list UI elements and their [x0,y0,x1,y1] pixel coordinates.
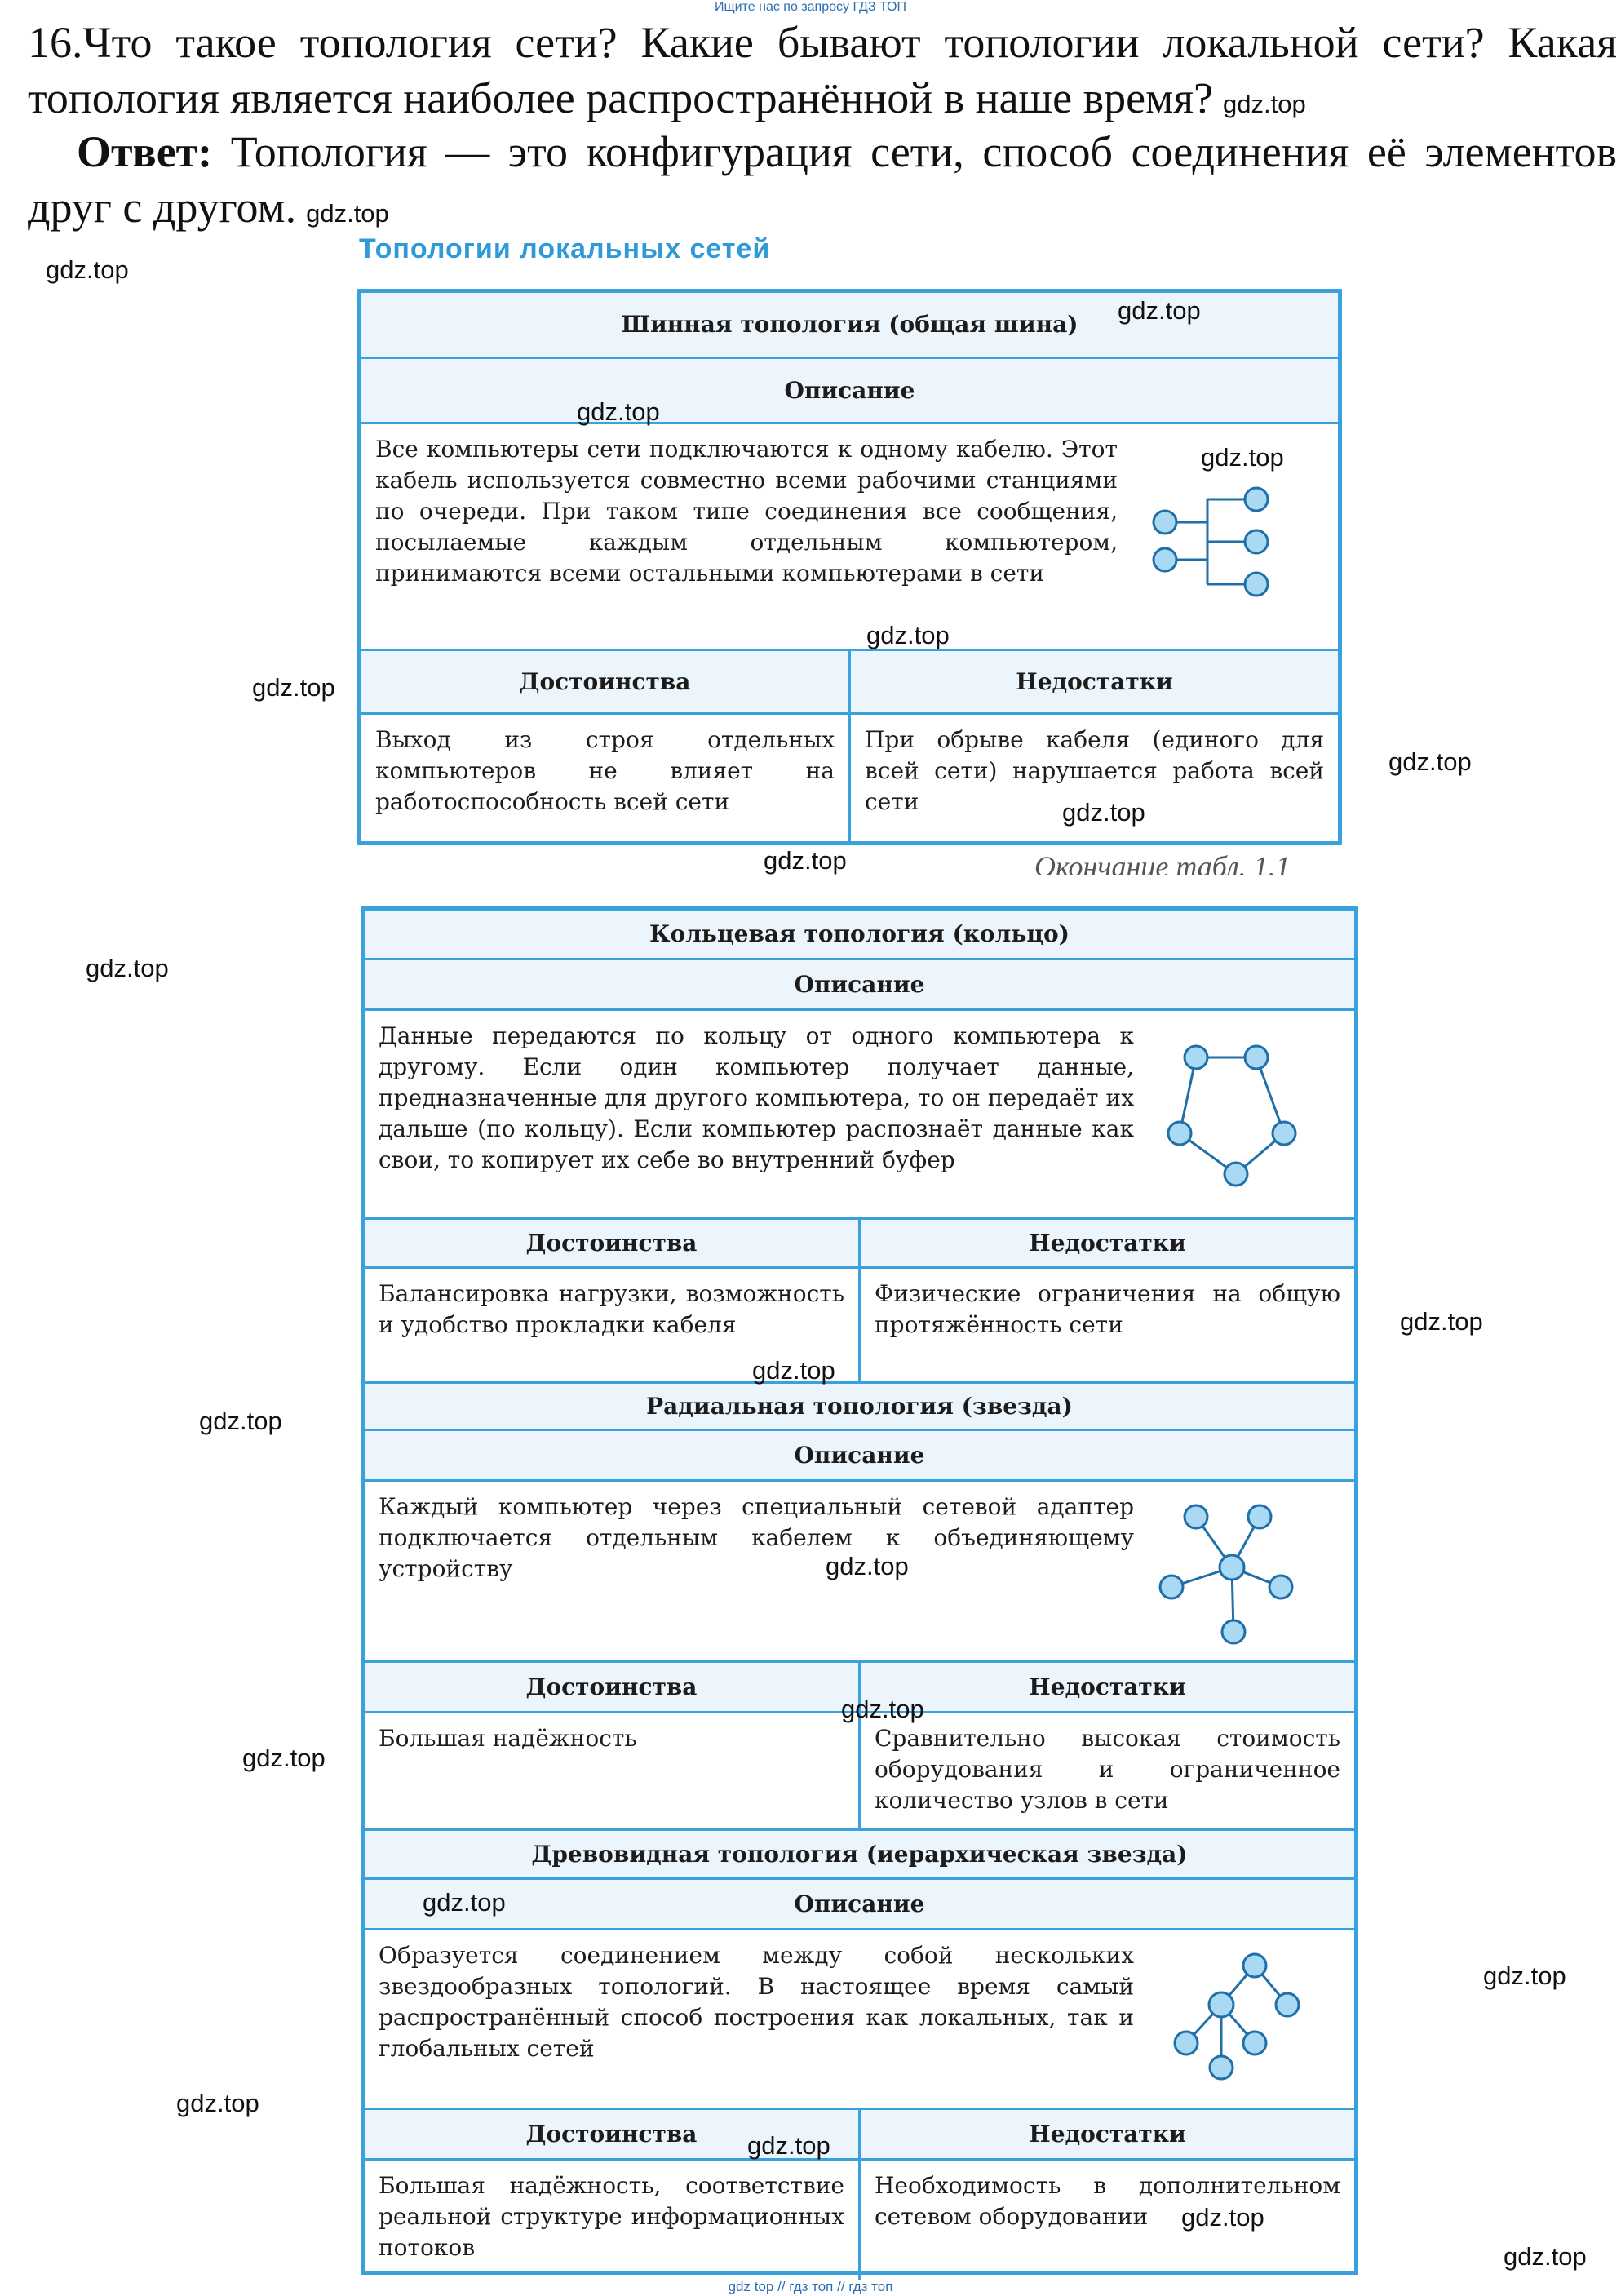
ring-diagram [1150,1011,1354,1217]
watermark: gdz.top [1118,296,1201,325]
star-description-header: Описание [365,1429,1354,1479]
bus-description: Все компьютеры сети подключаются к одному кабелю. Этот кабель используется совместно всеми рабочими станциями по очереди. При таком типе соединения все сообщения, посылаемые каждым отдельным компьютером, принимаются всеми остальными компьютерами в сети [375,436,1118,587]
star-pros-cons [365,1711,1354,1828]
ring-advantages-header: Достоинства [525,1229,698,1257]
bus-pros-cons [361,712,1338,841]
bus-advantages-header: Достоинства [519,667,691,695]
watermark: gdz.top [46,255,129,284]
watermark: gdz.top [1388,747,1472,776]
watermark: gdz.top [764,846,847,875]
bus-description-header: Описание [361,357,1338,422]
watermark: gdz.top [176,2089,259,2117]
watermark: gdz.top [841,1695,924,1723]
watermark: gdz.top [1400,1307,1483,1336]
watermark: gdz.top [1483,1961,1566,1990]
star-advantages-header: Достоинства [525,1673,698,1700]
watermark: gdz.top [577,397,660,426]
topologies-table-continued [361,906,1358,2275]
star-diagram [1150,1482,1354,1660]
watermark: gdz.top [306,199,389,228]
watermark: gdz.top [1181,2203,1264,2232]
star-disadvantages-header: Недостатки [858,1663,1354,1711]
tree-disadvantages: Необходимость в дополнительном сетевом оборудовании [858,2161,1354,2280]
bus-description-row [361,422,1338,649]
ring-pros-cons [365,1266,1354,1381]
star-description: Каждый компьютер через специальный сетевой адаптер подключается отдельным кабелем к объединяющему устройству [379,1493,1134,1582]
watermark: gdz.top [752,1356,835,1385]
tree-description-header: Описание [365,1877,1354,1928]
tree-advantages: Большая надёжность, соответствие реальной структуре информационных потоков [379,2172,844,2261]
ring-disadvantages-header: Недостатки [858,1220,1354,1266]
tree-topology-diagram [1150,1930,1354,2110]
tree-description-row [365,1928,1354,2108]
ring-description-header: Описание [365,958,1354,1008]
watermark: gdz.top [747,2131,830,2160]
bus-disadvantages: При обрыве кабеля (единого для всей сети) нарушается работа всей сети [848,715,1338,841]
watermark: gdz.top [252,673,335,702]
question-number: 16. [28,18,83,67]
watermark: gdz.top [86,954,169,982]
watermark: gdz.top [242,1744,326,1772]
watermark: gdz.top [1504,2242,1587,2271]
watermark: gdz.top [199,1407,282,1435]
answer-text: Топология — это конфигурация сети, способ соединения её элементов друг с другом. [28,127,1618,232]
tree-diagram [1150,1930,1354,2108]
watermark: gdz.top [866,621,950,649]
ring-description-row [365,1008,1354,1217]
question [28,15,1617,132]
watermark: gdz.top [1201,443,1284,472]
section-heading: Топологии локальных сетей [359,233,771,264]
watermark: gdz.top [423,1888,506,1917]
ring-title: Кольцевая топология (кольцо) [365,911,1354,958]
ring-description: Данные передаются по кольцу от одного компьютера к другому. Если один компьютер получает данные, предназначенные для другого компьютера, то он передаёт их дальше (по кольцу). Если компьютер распознаёт данные как свои, то копирует их себе во внутренний буфер [379,1022,1134,1173]
tree-disadvantages-header: Недостатки [858,2110,1354,2158]
star-disadvantages: Сравнительно высокая стоимость оборудования и ограниченное количество узлов в сети [858,1713,1354,1828]
ring-pros-cons-header [365,1217,1354,1266]
watermark: gdz.top [1223,90,1306,118]
bus-disadvantages-header: Недостатки [848,651,1338,712]
watermark: gdz.top [826,1552,909,1580]
answer-lead: Ответ: [77,127,213,176]
ring-disadvantages: Физические ограничения на общую протяжённость сети [858,1269,1354,1381]
star-title: Радиальная топология (звезда) [365,1381,1354,1429]
tree-advantages-header: Достоинства [525,2120,698,2148]
bus-title: Шинная топология (общая шина) [361,293,1338,357]
tree-pros-cons-header [365,2108,1354,2158]
answer [28,124,1617,242]
bus-topology-table [357,289,1342,845]
star-topology-diagram [1150,1482,1354,1663]
footer-hint: gdz top // гдз топ // гдз топ [728,2279,893,2294]
tree-title: Древовидная топология (иерархическая звезда) [365,1828,1354,1877]
search-hint: Ищите нас по запросу ГДЗ ТОП [715,0,906,14]
bus-advantages: Выход из строя отдельных компьютеров не влияет на работоспособность всей сети [375,726,835,815]
watermark: gdz.top [1062,798,1145,827]
star-advantages: Большая надёжность [379,1725,637,1752]
ring-advantages: Балансировка нагрузки, возможность и удобство прокладки кабеля [379,1280,844,1338]
table-continuation-label: Окончание табл. 1.1 [1034,850,1291,875]
ring-topology-diagram [1150,1011,1354,1220]
tree-description: Образуется соединением между собой нескольких звездообразных топологий. В настоящее время самый распространённый способ построения как локальных, так и глобальных сетей [379,1942,1134,2062]
question-text: Что такое топология сети? Какие бывают топологии локальной сети? Какая топология является наиболее распространённой в наше время? [28,18,1617,122]
bus-pros-cons-header [361,649,1338,712]
